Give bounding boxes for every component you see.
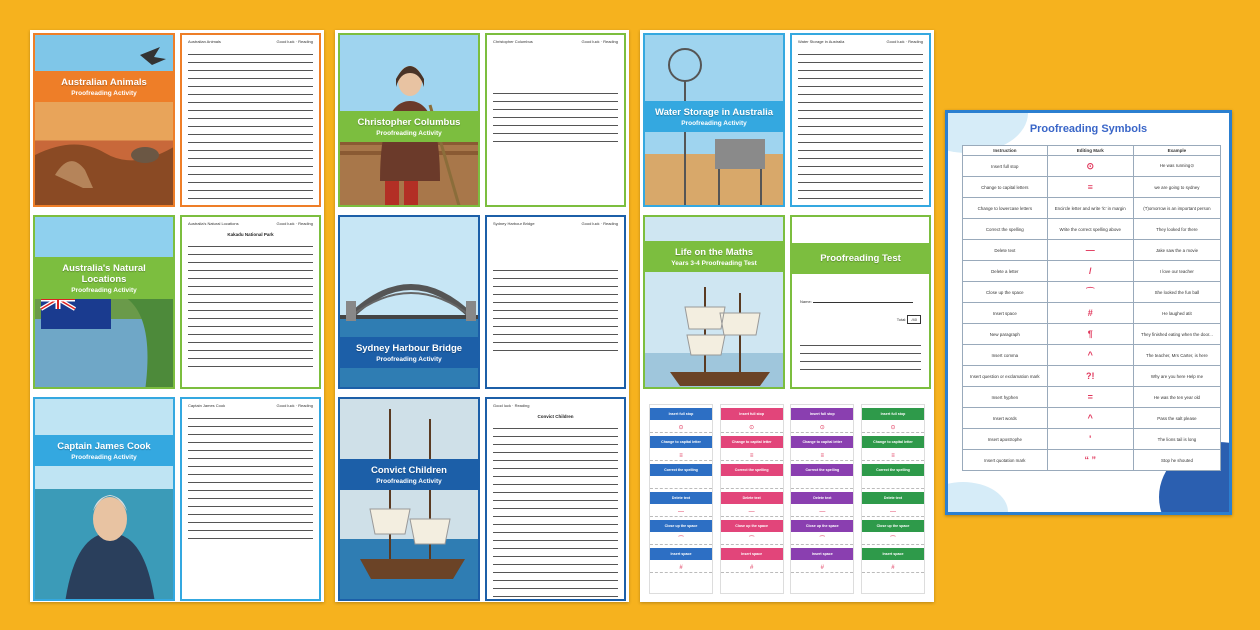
tab-label: Change to capital letter: [650, 436, 712, 448]
cell-mark: ⊙: [1047, 156, 1133, 177]
portrait-illustration: [35, 399, 175, 601]
cell-instruction: Change to lowercase letters: [963, 198, 1048, 219]
tab-label: Change to capital letter: [791, 436, 853, 448]
tab-strip-blue: [649, 404, 713, 594]
cover-subtitle: Proofreading Activity: [376, 130, 442, 137]
card-life-on-the-maths[interactable]: [640, 212, 934, 392]
tab-label: Close up the space: [862, 520, 924, 532]
cell-instruction: Delete a letter: [963, 261, 1048, 282]
text-page: [180, 215, 321, 389]
blank: [791, 479, 853, 489]
proofreading-symbols-poster[interactable]: [945, 110, 1232, 515]
text-lines: [188, 50, 313, 200]
card-australian-animals[interactable]: [30, 30, 324, 210]
flag-illustration: [35, 217, 175, 389]
blank: #: [862, 563, 924, 573]
page-header-left: Captain James Cook: [188, 403, 226, 408]
cell-mark: ': [1047, 429, 1133, 450]
table-row: [963, 240, 1221, 261]
text-page: [180, 33, 321, 207]
tab-label: Insert space: [791, 548, 853, 560]
page-subtitle: Convict Children: [537, 414, 574, 419]
text-page: [790, 33, 931, 207]
tab-label: Delete text: [862, 492, 924, 504]
cover-banner: [645, 101, 783, 132]
blank: ≡: [650, 451, 712, 461]
text-lines: [798, 50, 923, 200]
cell-instruction: Insert question or exclamation mark: [963, 366, 1048, 387]
page-header-right: Good luck · Reading: [886, 39, 923, 44]
cover-banner: [35, 71, 173, 102]
tab-label: Correct the spelling: [721, 464, 783, 476]
table-row: [963, 177, 1221, 198]
cell-example: I love our teacher: [1133, 261, 1220, 282]
blank: ⁀: [791, 535, 853, 545]
tab-strip-pink: [720, 404, 784, 594]
resource-panel-3: [640, 30, 934, 602]
tab-label: Delete text: [721, 492, 783, 504]
tab-label: Insert full stop: [721, 408, 783, 420]
page-header-right: Good luck · Reading: [581, 221, 618, 226]
table-row: [963, 303, 1221, 324]
table-row: [963, 366, 1221, 387]
cell-example: Stop he shouted: [1133, 450, 1220, 471]
test-page: [790, 215, 931, 389]
blank: ≡: [791, 451, 853, 461]
page-header-left: Christopher Columbus: [493, 39, 533, 44]
table-row: [963, 429, 1221, 450]
tab-label: Delete text: [650, 492, 712, 504]
table-row: [963, 408, 1221, 429]
table-row: [963, 261, 1221, 282]
cell-mark: —: [1047, 240, 1133, 261]
table-row: [963, 345, 1221, 366]
table-row: [963, 324, 1221, 345]
cell-example: They finished eating when the door...: [1133, 324, 1220, 345]
cell-example: He was running⊙: [1133, 156, 1220, 177]
cover-title: Water Storage in Australia: [654, 107, 774, 118]
table-row: [963, 282, 1221, 303]
cell-mark: ^: [1047, 408, 1133, 429]
table-row: [963, 387, 1221, 408]
cell-example: (T)omorrow is an important person: [1133, 198, 1220, 219]
tab-label: Insert space: [721, 548, 783, 560]
header-example: Example: [1133, 146, 1220, 156]
page-header-right: Good luck · Reading: [276, 39, 313, 44]
cell-instruction: Insert comma: [963, 345, 1048, 366]
ship-illustration: [340, 399, 480, 601]
blank: #: [791, 563, 853, 573]
cover-subtitle: Proofreading Activity: [376, 356, 442, 363]
animal-illustration: [35, 35, 175, 207]
symbols-table: [962, 145, 1221, 471]
cover-sydney-harbour-bridge: [338, 215, 480, 389]
blank: ⁀: [650, 535, 712, 545]
decor-blob: [945, 482, 1008, 515]
cover-natural-locations: [33, 215, 175, 389]
text-page: [485, 215, 626, 389]
cell-mark: “ ”: [1047, 450, 1133, 471]
cover-subtitle: Proofreading Activity: [71, 287, 137, 294]
blank: ⁀: [721, 535, 783, 545]
total-value: /40: [907, 315, 921, 324]
cover-title: Christopher Columbus: [357, 117, 461, 128]
cell-example: we are going to sydney: [1133, 177, 1220, 198]
blank: —: [721, 507, 783, 517]
text-lines: [800, 341, 921, 375]
cover-water-storage: [643, 33, 785, 207]
cell-mark: ^: [1047, 345, 1133, 366]
cover-christopher-columbus: [338, 33, 480, 207]
name-field: [800, 299, 921, 304]
total-field: [897, 315, 921, 324]
cell-mark: ≡: [1047, 177, 1133, 198]
card-christopher-columbus[interactable]: [335, 30, 629, 210]
cover-title: Life on the Maths: [674, 247, 754, 258]
tab-label: Correct the spelling: [862, 464, 924, 476]
header-editing-mark: Editing Mark: [1047, 146, 1133, 156]
cover-banner: [35, 257, 173, 299]
cell-example: The lions tail is long: [1133, 429, 1220, 450]
cell-instruction: Insert full stop: [963, 156, 1048, 177]
cell-instruction: Change to capital letters: [963, 177, 1048, 198]
tab-strip-green: [861, 404, 925, 594]
blank: ⊙: [650, 423, 712, 433]
header-instruction: Instruction: [963, 146, 1048, 156]
cell-instruction: Insert words: [963, 408, 1048, 429]
cell-example: He laughed atit: [1133, 303, 1220, 324]
page-subtitle: Kakadu National Park: [227, 232, 274, 237]
cover-subtitle: Proofreading Activity: [71, 90, 137, 97]
cell-example: The teacher, Mrs Carter, is here: [1133, 345, 1220, 366]
page-header-right: Good luck · Reading: [276, 403, 313, 408]
cell-instruction: Insert hyphen: [963, 387, 1048, 408]
table-row: [963, 156, 1221, 177]
symbol-tabs: [643, 400, 931, 600]
tab-label: Insert full stop: [650, 408, 712, 420]
blank: ⊙: [791, 423, 853, 433]
tab-label: Insert full stop: [791, 408, 853, 420]
blank: ⊙: [721, 423, 783, 433]
blank: [862, 479, 924, 489]
cover-life-on-the-maths: [643, 215, 785, 389]
card-natural-locations[interactable]: [30, 212, 324, 392]
cover-banner: [35, 435, 173, 466]
cell-instruction: Correct the spelling: [963, 219, 1048, 240]
page-header-left: Good luck · Reading: [493, 403, 530, 408]
cell-mark: /: [1047, 261, 1133, 282]
cover-banner: [340, 111, 478, 142]
cell-instruction: Insert space: [963, 303, 1048, 324]
card-captain-cook[interactable]: [30, 394, 324, 574]
cover-subtitle: Proofreading Activity: [71, 454, 137, 461]
page-header-right: Good luck · Reading: [581, 39, 618, 44]
tab-strip-purple: [790, 404, 854, 594]
blank: —: [650, 507, 712, 517]
resource-panel-2: [335, 30, 629, 602]
text-lines: [493, 89, 618, 149]
cell-instruction: New paragraph: [963, 324, 1048, 345]
text-page: [485, 33, 626, 207]
blank: —: [862, 507, 924, 517]
cover-title: Australia's Natural Locations: [62, 263, 146, 285]
table-header-row: [963, 146, 1221, 156]
test-banner: [792, 243, 929, 274]
page-header-right: Good luck · Reading: [276, 221, 313, 226]
blank: ≡: [721, 451, 783, 461]
text-lines: [493, 424, 618, 599]
tab-label: Correct the spelling: [791, 464, 853, 476]
cell-instruction: Close up the space: [963, 282, 1048, 303]
blank: #: [721, 563, 783, 573]
blank: ≡: [862, 451, 924, 461]
cover-title: Convict Children: [370, 465, 447, 476]
cover-title: Australian Animals: [61, 77, 147, 88]
card-convict-children[interactable]: [335, 394, 629, 574]
table-row: [963, 198, 1221, 219]
cover-banner: [340, 337, 478, 368]
name-label: Name:: [800, 299, 812, 304]
cover-banner: [340, 459, 478, 490]
cell-mark: ¶: [1047, 324, 1133, 345]
cell-mark: ?!: [1047, 366, 1133, 387]
text-lines: [188, 414, 313, 544]
blank: ⊙: [862, 423, 924, 433]
test-title: Proofreading Test: [820, 253, 901, 264]
cell-mark: Write the correct spelling above: [1047, 219, 1133, 240]
cell-mark: #: [1047, 303, 1133, 324]
cell-mark: ⁀: [1047, 282, 1133, 303]
tab-label: Insert space: [862, 548, 924, 560]
cell-example: They looked for there: [1133, 219, 1220, 240]
cover-title: Captain James Cook: [57, 441, 151, 452]
cell-example: She looked the fun ball: [1133, 282, 1220, 303]
tab-label: Correct the spelling: [650, 464, 712, 476]
cell-example: He was the ten year old: [1133, 387, 1220, 408]
tab-label: Insert full stop: [862, 408, 924, 420]
blank: —: [791, 507, 853, 517]
tab-label: Change to capital letter: [862, 436, 924, 448]
cell-example: Pass the salt please: [1133, 408, 1220, 429]
cover-subtitle: Years 3-4 Proofreading Test: [671, 260, 757, 267]
tab-label: Change to capital letter: [721, 436, 783, 448]
poster-title: Proofreading Symbols: [1029, 123, 1148, 135]
page-header-left: Australia's Natural Locations: [188, 221, 239, 226]
table-row: [963, 450, 1221, 471]
cover-title: Sydney Harbour Bridge: [355, 343, 463, 354]
tab-label: Delete text: [791, 492, 853, 504]
text-page: [485, 397, 626, 601]
tab-label: Close up the space: [650, 520, 712, 532]
cell-mark: Encircle letter and write 'lc' in margin: [1047, 198, 1133, 219]
cover-convict-children: [338, 397, 480, 601]
cell-mark: =: [1047, 387, 1133, 408]
cell-instruction: Insert apostrophe: [963, 429, 1048, 450]
text-lines: [188, 242, 313, 372]
page-header-left: Water Storage in Australia: [798, 39, 845, 44]
cell-example: Why are you here Help me: [1133, 366, 1220, 387]
cell-example: Jake saw the a movie: [1133, 240, 1220, 261]
cover-australian-animals: [33, 33, 175, 207]
text-page: [180, 397, 321, 601]
text-lines: [493, 266, 618, 356]
cover-captain-cook: [33, 397, 175, 601]
blank: [650, 479, 712, 489]
cover-subtitle: Proofreading Activity: [681, 120, 747, 127]
tab-label: Close up the space: [791, 520, 853, 532]
tab-label: Insert space: [650, 548, 712, 560]
cover-banner: [645, 241, 783, 272]
resource-panel-1: [30, 30, 324, 602]
table-row: [963, 219, 1221, 240]
card-sydney-harbour-bridge[interactable]: [335, 212, 629, 392]
total-label: Total:: [896, 317, 907, 322]
card-water-storage[interactable]: [640, 30, 934, 210]
blank: #: [650, 563, 712, 573]
tab-label: Close up the space: [721, 520, 783, 532]
blank: [721, 479, 783, 489]
page-header-left: Sydney Harbour Bridge: [493, 221, 535, 226]
cell-instruction: Insert quotation mark: [963, 450, 1048, 471]
cell-instruction: Delete text: [963, 240, 1048, 261]
cover-subtitle: Proofreading Activity: [376, 478, 442, 485]
blank: ⁀: [862, 535, 924, 545]
page-header-left: Australian Animals: [188, 39, 221, 44]
